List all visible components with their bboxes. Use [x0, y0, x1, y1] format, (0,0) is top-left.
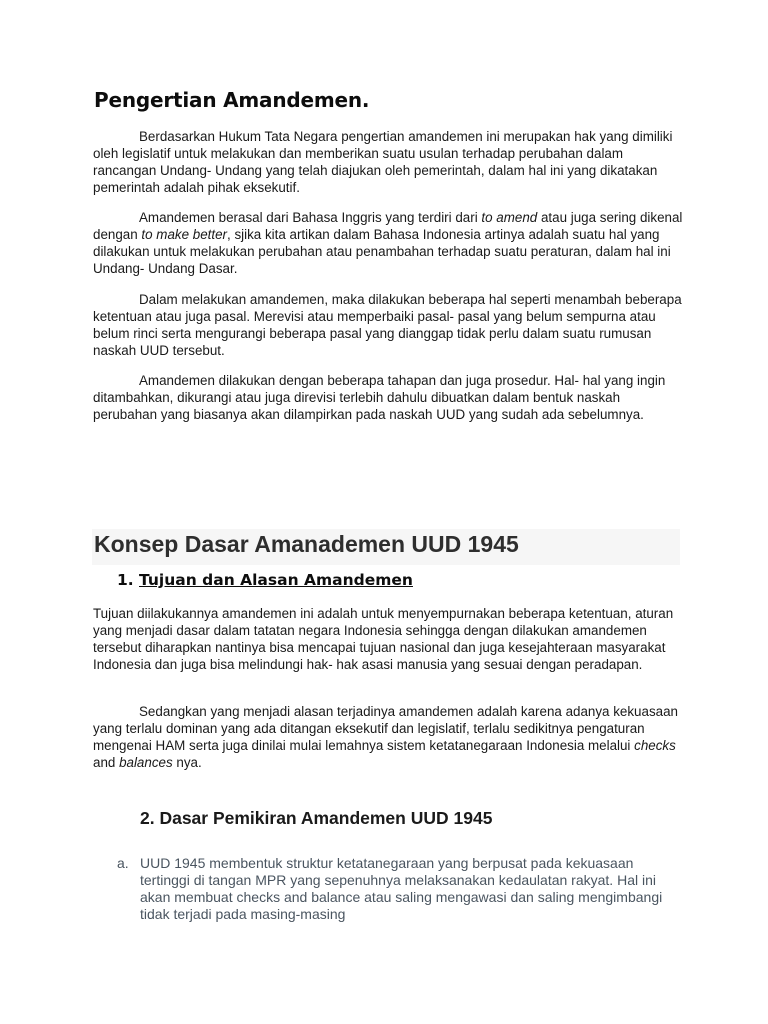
paragraph-definition — [93, 128, 683, 196]
reason-text-1: Sedangkan yang menjadi alasan terjadinya amandemen adalah karena adanya kekuasaan yang terlalu dominan yang ada ditangan eksekutif dan legislatif, terlalu sedikitnya pengaturan mengenai HAM serta juga dinilai mulai lemahnya sistem ketatanegaraan Indonesia melalui — [93, 704, 678, 753]
term-to-make-better: to make better — [141, 227, 228, 242]
paragraph-procedure-text: Amandemen dilakukan dengan beberapa tahapan dan juga prosedur. Hal- hal yang ingin ditambahkan, dikurangi atau juga direvisi terlebih dahulu dibuatkan dalam bentuk naskah perubahan yang biasanya akan dilampirkan pada naskah UUD yang sudah ada sebelumnya. — [93, 373, 666, 422]
etymology-text-2: atau juga sering dikenal dengan — [93, 210, 683, 242]
etymology-text-3: , sjika kita artikan dalam Bahasa Indonesia artinya adalah suatu hal yang dilakukan untuk melakukan perubahan atau penambahan terhadap suatu peraturan, dalam hal ini Undang- Undang Dasar. — [93, 227, 671, 276]
list-marker: a. — [117, 855, 129, 871]
paragraph-reason — [93, 703, 683, 771]
paragraph-definition-text: Berdasarkan Hukum Tata Negara pengertian amandemen ini merupakan hak yang dimiliki oleh legislatif untuk melakukan dan memberikan suatu usulan terhadap perubahan dalam rancangan Undang- Undang yang telah diajukan oleh pemerintah, dalam hal ini yang dikatakan pemerintah adalah pihak eksekutif. — [93, 129, 673, 195]
paragraph-process — [93, 291, 683, 359]
subsection-title-tujuan — [117, 571, 413, 589]
reason-text-2: and — [93, 755, 120, 770]
paragraph-etymology — [93, 209, 683, 277]
paragraph-purpose: Tujuan diilakukannya amandemen ini adalah untuk menyempurnakan beberapa ketentuan, aturan yang menjadi dasar dalam tatatan negara Indonesia sehingga dengan dilakukan amandemen tersebut diharapkan nantinya bisa mencapai tujuan nasional dan juga kesejahteraan masyarakat Indonesia dan juga bisa melindungi hak- hak asasi manusia yang sesuai dengan peradapan. — [93, 606, 674, 672]
section-title-konsep: Konsep Dasar Amanademen UUD 1945 — [94, 531, 519, 557]
subsection-title-dasar-pemikiran: 2. Dasar Pemikiran Amandemen UUD 1945 — [140, 808, 493, 828]
etymology-text-1: Amandemen berasal dari Bahasa Inggris yang terdiri dari — [139, 210, 482, 225]
section-title-pengertian: Pengertian Amandemen. — [94, 88, 370, 112]
term-checks: checks — [634, 738, 676, 753]
subsection-number: 1. — [117, 571, 134, 589]
list-item — [117, 855, 677, 923]
list-item-text: UUD 1945 membentuk struktur ketatanegaraan yang berpusat pada kekuasaan tertinggi di tangan MPR yang sepenuhnya melaksanakan kedaulatan rakyat. Hal ini akan membuat checks and balance atau saling mengawasi dan saling mengimbangi tidak terjadi pada masing-masing — [140, 855, 663, 922]
term-to-amend: to amend — [481, 210, 538, 225]
paragraph-procedure — [93, 372, 683, 423]
reason-text-3: nya. — [172, 755, 202, 770]
term-balances: balances — [119, 755, 173, 770]
subsection-title-text: Tujuan dan Alasan Amandemen — [139, 571, 413, 589]
paragraph-process-text: Dalam melakukan amandemen, maka dilakukan beberapa hal seperti menambah beberapa ketentuan atau juga pasal. Merevisi atau memperbaiki pasal- pasal yang belum sempurna atau belum rinci serta mengurangi beberapa pasal yang dianggap tidak perlu dalam suatu rumusan naskah UUD tersebut. — [93, 292, 682, 358]
